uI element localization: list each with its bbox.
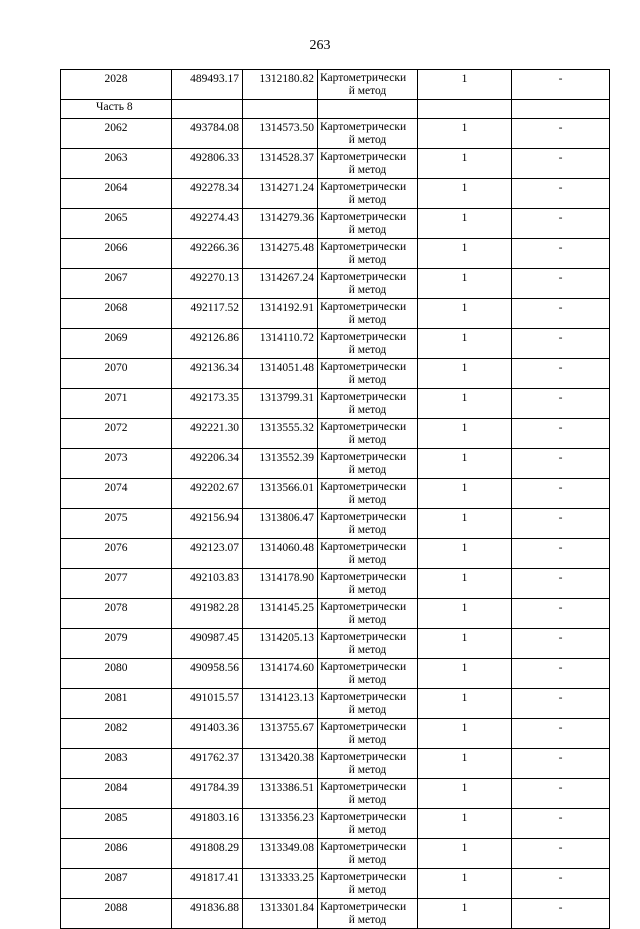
table-row xyxy=(61,209,610,239)
description-cell: - xyxy=(512,359,610,389)
method-cell xyxy=(318,329,418,359)
point-number-cell: 2084 xyxy=(61,779,172,809)
point-number-cell: 2077 xyxy=(61,569,172,599)
method-cell xyxy=(318,239,418,269)
method-text-line1: Картометрически xyxy=(320,631,407,643)
y-coordinate-cell: 1314271.24 xyxy=(243,179,318,209)
x-coordinate-cell: 491836.88 xyxy=(172,899,243,929)
method-text-line2: й метод xyxy=(348,793,387,806)
method-cell xyxy=(318,479,418,509)
method-text-line1: Картометрически xyxy=(320,661,407,673)
x-coordinate-cell: 492136.34 xyxy=(172,359,243,389)
y-coordinate-cell: 1313806.47 xyxy=(243,509,318,539)
method-text-line2: й метод xyxy=(348,223,387,236)
y-coordinate-cell: 1314275.48 xyxy=(243,239,318,269)
point-number-cell: 2078 xyxy=(61,599,172,629)
description-cell: - xyxy=(512,479,610,509)
point-number-cell: 2028 xyxy=(61,70,172,100)
point-number-cell: 2066 xyxy=(61,239,172,269)
point-number-cell: 2082 xyxy=(61,719,172,749)
description-cell: - xyxy=(512,209,610,239)
y-coordinate-cell: 1313301.84 xyxy=(243,899,318,929)
table-row xyxy=(61,719,610,749)
method-text-line2: й метод xyxy=(348,343,387,356)
table-row xyxy=(61,479,610,509)
accuracy-cell: 1 xyxy=(418,899,512,929)
point-number-cell: 2079 xyxy=(61,629,172,659)
method-text-line1: Картометрически xyxy=(320,871,407,883)
method-cell xyxy=(318,119,418,149)
table-row xyxy=(61,149,610,179)
accuracy-cell: 1 xyxy=(418,269,512,299)
y-coordinate-cell: 1313349.08 xyxy=(243,839,318,869)
x-coordinate-cell: 492270.13 xyxy=(172,269,243,299)
description-cell: - xyxy=(512,629,610,659)
point-number-cell: 2073 xyxy=(61,449,172,479)
method-cell xyxy=(318,149,418,179)
empty-cell xyxy=(318,100,418,119)
method-text-line1: Картометрически xyxy=(320,511,407,523)
method-text-line2: й метод xyxy=(348,84,387,97)
method-text-line1: Картометрически xyxy=(320,541,407,553)
method-text-line2: й метод xyxy=(348,523,387,536)
x-coordinate-cell: 492117.52 xyxy=(172,299,243,329)
section-label: Часть 8 xyxy=(61,100,172,119)
method-text-line1: Картометрически xyxy=(320,271,407,283)
table-row xyxy=(61,329,610,359)
accuracy-cell: 1 xyxy=(418,299,512,329)
table-row xyxy=(61,389,610,419)
description-cell: - xyxy=(512,449,610,479)
method-text-line2: й метод xyxy=(348,493,387,506)
method-cell xyxy=(318,539,418,569)
method-cell xyxy=(318,749,418,779)
x-coordinate-cell: 492103.83 xyxy=(172,569,243,599)
method-text-line2: й метод xyxy=(348,373,387,386)
description-cell: - xyxy=(512,239,610,269)
method-text-line2: й метод xyxy=(348,613,387,626)
y-coordinate-cell: 1314267.24 xyxy=(243,269,318,299)
y-coordinate-cell: 1314051.48 xyxy=(243,359,318,389)
x-coordinate-cell: 491015.57 xyxy=(172,689,243,719)
method-text-line1: Картометрически xyxy=(320,781,407,793)
method-text-line1: Картометрически xyxy=(320,181,407,193)
method-cell xyxy=(318,209,418,239)
point-number-cell: 2087 xyxy=(61,869,172,899)
description-cell: - xyxy=(512,689,610,719)
method-cell xyxy=(318,509,418,539)
method-cell xyxy=(318,299,418,329)
x-coordinate-cell: 492274.43 xyxy=(172,209,243,239)
x-coordinate-cell: 490987.45 xyxy=(172,629,243,659)
method-text-line1: Картометрически xyxy=(320,241,407,253)
method-text-line2: й метод xyxy=(348,193,387,206)
table-row xyxy=(61,359,610,389)
accuracy-cell: 1 xyxy=(418,419,512,449)
accuracy-cell: 1 xyxy=(418,719,512,749)
x-coordinate-cell: 492123.07 xyxy=(172,539,243,569)
point-number-cell: 2062 xyxy=(61,119,172,149)
table-row xyxy=(61,869,610,899)
table-row xyxy=(61,299,610,329)
description-cell: - xyxy=(512,70,610,100)
y-coordinate-cell: 1313333.25 xyxy=(243,869,318,899)
accuracy-cell: 1 xyxy=(418,659,512,689)
method-cell xyxy=(318,629,418,659)
section-row xyxy=(61,100,610,119)
accuracy-cell: 1 xyxy=(418,599,512,629)
accuracy-cell: 1 xyxy=(418,149,512,179)
method-text-line1: Картометрически xyxy=(320,331,407,343)
table-row xyxy=(61,419,610,449)
point-number-cell: 2074 xyxy=(61,479,172,509)
y-coordinate-cell: 1313799.31 xyxy=(243,389,318,419)
empty-cell xyxy=(172,100,243,119)
table-body xyxy=(61,70,610,929)
point-number-cell: 2068 xyxy=(61,299,172,329)
method-text-line1: Картометрически xyxy=(320,691,407,703)
y-coordinate-cell: 1314174.60 xyxy=(243,659,318,689)
method-text-line2: й метод xyxy=(348,673,387,686)
method-text-line1: Картометрически xyxy=(320,391,407,403)
method-cell xyxy=(318,449,418,479)
accuracy-cell: 1 xyxy=(418,539,512,569)
x-coordinate-cell: 491403.36 xyxy=(172,719,243,749)
description-cell: - xyxy=(512,719,610,749)
x-coordinate-cell: 491808.29 xyxy=(172,839,243,869)
y-coordinate-cell: 1313386.51 xyxy=(243,779,318,809)
method-text-line2: й метод xyxy=(348,313,387,326)
accuracy-cell: 1 xyxy=(418,329,512,359)
table-row xyxy=(61,599,610,629)
y-coordinate-cell: 1314528.37 xyxy=(243,149,318,179)
accuracy-cell: 1 xyxy=(418,779,512,809)
description-cell: - xyxy=(512,329,610,359)
description-cell: - xyxy=(512,839,610,869)
x-coordinate-cell: 491817.41 xyxy=(172,869,243,899)
method-text-line1: Картометрически xyxy=(320,211,407,223)
description-cell: - xyxy=(512,749,610,779)
method-text-line2: й метод xyxy=(348,643,387,656)
y-coordinate-cell: 1314123.13 xyxy=(243,689,318,719)
description-cell: - xyxy=(512,299,610,329)
table-row xyxy=(61,749,610,779)
method-text-line2: й метод xyxy=(348,853,387,866)
method-cell xyxy=(318,689,418,719)
y-coordinate-cell: 1314192.91 xyxy=(243,299,318,329)
table-row xyxy=(61,569,610,599)
x-coordinate-cell: 492173.35 xyxy=(172,389,243,419)
accuracy-cell: 1 xyxy=(418,809,512,839)
table-row xyxy=(61,779,610,809)
description-cell: - xyxy=(512,809,610,839)
method-text-line1: Картометрически xyxy=(320,151,407,163)
point-number-cell: 2069 xyxy=(61,329,172,359)
x-coordinate-cell: 492266.36 xyxy=(172,239,243,269)
method-cell xyxy=(318,839,418,869)
table-row xyxy=(61,809,610,839)
method-text-line2: й метод xyxy=(348,403,387,416)
y-coordinate-cell: 1314178.90 xyxy=(243,569,318,599)
empty-cell xyxy=(243,100,318,119)
accuracy-cell: 1 xyxy=(418,689,512,719)
method-cell xyxy=(318,269,418,299)
description-cell: - xyxy=(512,599,610,629)
table-row xyxy=(61,70,610,100)
x-coordinate-cell: 491762.37 xyxy=(172,749,243,779)
method-text-line1: Картометрически xyxy=(320,571,407,583)
accuracy-cell: 1 xyxy=(418,749,512,779)
table-row xyxy=(61,659,610,689)
method-text-line2: й метод xyxy=(348,823,387,836)
y-coordinate-cell: 1314060.48 xyxy=(243,539,318,569)
method-text-line1: Картометрически xyxy=(320,811,407,823)
point-number-cell: 2065 xyxy=(61,209,172,239)
method-cell xyxy=(318,899,418,929)
method-text-line2: й метод xyxy=(348,283,387,296)
accuracy-cell: 1 xyxy=(418,359,512,389)
point-number-cell: 2064 xyxy=(61,179,172,209)
y-coordinate-cell: 1314110.72 xyxy=(243,329,318,359)
x-coordinate-cell: 492156.94 xyxy=(172,509,243,539)
table-row xyxy=(61,239,610,269)
x-coordinate-cell: 492206.34 xyxy=(172,449,243,479)
description-cell: - xyxy=(512,779,610,809)
accuracy-cell: 1 xyxy=(418,389,512,419)
accuracy-cell: 1 xyxy=(418,179,512,209)
table-row xyxy=(61,539,610,569)
table-row xyxy=(61,689,610,719)
table-row xyxy=(61,449,610,479)
description-cell: - xyxy=(512,509,610,539)
method-text-line1: Картометрически xyxy=(320,421,407,433)
description-cell: - xyxy=(512,899,610,929)
x-coordinate-cell: 492202.67 xyxy=(172,479,243,509)
method-cell xyxy=(318,179,418,209)
accuracy-cell: 1 xyxy=(418,629,512,659)
accuracy-cell: 1 xyxy=(418,70,512,100)
description-cell: - xyxy=(512,659,610,689)
accuracy-cell: 1 xyxy=(418,479,512,509)
accuracy-cell: 1 xyxy=(418,449,512,479)
description-cell: - xyxy=(512,869,610,899)
method-cell xyxy=(318,389,418,419)
method-text-line1: Картометрически xyxy=(320,72,407,84)
x-coordinate-cell: 492806.33 xyxy=(172,149,243,179)
method-cell xyxy=(318,779,418,809)
method-text-line2: й метод xyxy=(348,253,387,266)
x-coordinate-cell: 492221.30 xyxy=(172,419,243,449)
method-text-line1: Картометрически xyxy=(320,481,407,493)
y-coordinate-cell: 1314573.50 xyxy=(243,119,318,149)
description-cell: - xyxy=(512,269,610,299)
accuracy-cell: 1 xyxy=(418,209,512,239)
point-number-cell: 2075 xyxy=(61,509,172,539)
method-cell xyxy=(318,719,418,749)
method-text-line1: Картометрически xyxy=(320,721,407,733)
point-number-cell: 2086 xyxy=(61,839,172,869)
empty-cell xyxy=(418,100,512,119)
x-coordinate-cell: 490958.56 xyxy=(172,659,243,689)
method-cell xyxy=(318,659,418,689)
point-number-cell: 2083 xyxy=(61,749,172,779)
method-text-line2: й метод xyxy=(348,553,387,566)
method-cell xyxy=(318,869,418,899)
y-coordinate-cell: 1313555.32 xyxy=(243,419,318,449)
x-coordinate-cell: 492278.34 xyxy=(172,179,243,209)
y-coordinate-cell: 1313356.23 xyxy=(243,809,318,839)
method-text-line2: й метод xyxy=(348,763,387,776)
method-text-line2: й метод xyxy=(348,733,387,746)
x-coordinate-cell: 491803.16 xyxy=(172,809,243,839)
description-cell: - xyxy=(512,419,610,449)
method-text-line2: й метод xyxy=(348,703,387,716)
x-coordinate-cell: 492126.86 xyxy=(172,329,243,359)
y-coordinate-cell: 1314145.25 xyxy=(243,599,318,629)
accuracy-cell: 1 xyxy=(418,869,512,899)
y-coordinate-cell: 1313566.01 xyxy=(243,479,318,509)
point-number-cell: 2067 xyxy=(61,269,172,299)
method-text-line2: й метод xyxy=(348,583,387,596)
table-row xyxy=(61,899,610,929)
y-coordinate-cell: 1312180.82 xyxy=(243,70,318,100)
description-cell: - xyxy=(512,539,610,569)
page-number: 263 xyxy=(309,38,331,53)
table-row xyxy=(61,509,610,539)
method-text-line2: й метод xyxy=(348,883,387,896)
point-number-cell: 2071 xyxy=(61,389,172,419)
point-number-cell: 2080 xyxy=(61,659,172,689)
method-text-line2: й метод xyxy=(348,133,387,146)
method-text-line1: Картометрически xyxy=(320,751,407,763)
method-text-line1: Картометрически xyxy=(320,361,407,373)
table-row xyxy=(61,179,610,209)
point-number-cell: 2063 xyxy=(61,149,172,179)
description-cell: - xyxy=(512,389,610,419)
point-number-cell: 2081 xyxy=(61,689,172,719)
x-coordinate-cell: 491784.39 xyxy=(172,779,243,809)
accuracy-cell: 1 xyxy=(418,509,512,539)
table-row xyxy=(61,629,610,659)
description-cell: - xyxy=(512,179,610,209)
x-coordinate-cell: 489493.17 xyxy=(172,70,243,100)
accuracy-cell: 1 xyxy=(418,569,512,599)
method-text-line2: й метод xyxy=(348,913,387,926)
y-coordinate-cell: 1313552.39 xyxy=(243,449,318,479)
method-text-line1: Картометрически xyxy=(320,601,407,613)
method-text-line2: й метод xyxy=(348,163,387,176)
method-cell xyxy=(318,569,418,599)
y-coordinate-cell: 1313420.38 xyxy=(243,749,318,779)
method-cell xyxy=(318,419,418,449)
point-number-cell: 2088 xyxy=(61,899,172,929)
empty-cell xyxy=(512,100,610,119)
method-text-line2: й метод xyxy=(348,463,387,476)
y-coordinate-cell: 1314205.13 xyxy=(243,629,318,659)
method-cell xyxy=(318,70,418,100)
y-coordinate-cell: 1313755.67 xyxy=(243,719,318,749)
description-cell: - xyxy=(512,119,610,149)
y-coordinate-cell: 1314279.36 xyxy=(243,209,318,239)
x-coordinate-cell: 491982.28 xyxy=(172,599,243,629)
accuracy-cell: 1 xyxy=(418,839,512,869)
method-text-line1: Картометрически xyxy=(320,301,407,313)
accuracy-cell: 1 xyxy=(418,119,512,149)
method-text-line1: Картометрически xyxy=(320,901,407,913)
point-number-cell: 2085 xyxy=(61,809,172,839)
method-cell xyxy=(318,359,418,389)
method-text-line1: Картометрически xyxy=(320,451,407,463)
point-number-cell: 2072 xyxy=(61,419,172,449)
x-coordinate-cell: 493784.08 xyxy=(172,119,243,149)
method-text-line1: Картометрически xyxy=(320,121,407,133)
table-row xyxy=(61,269,610,299)
description-cell: - xyxy=(512,149,610,179)
method-text-line1: Картометрически xyxy=(320,841,407,853)
table-row xyxy=(61,839,610,869)
description-cell: - xyxy=(512,569,610,599)
table-row xyxy=(61,119,610,149)
point-number-cell: 2070 xyxy=(61,359,172,389)
method-cell xyxy=(318,809,418,839)
method-cell xyxy=(318,599,418,629)
point-number-cell: 2076 xyxy=(61,539,172,569)
accuracy-cell: 1 xyxy=(418,239,512,269)
method-text-line2: й метод xyxy=(348,433,387,446)
coordinates-table xyxy=(60,69,610,929)
